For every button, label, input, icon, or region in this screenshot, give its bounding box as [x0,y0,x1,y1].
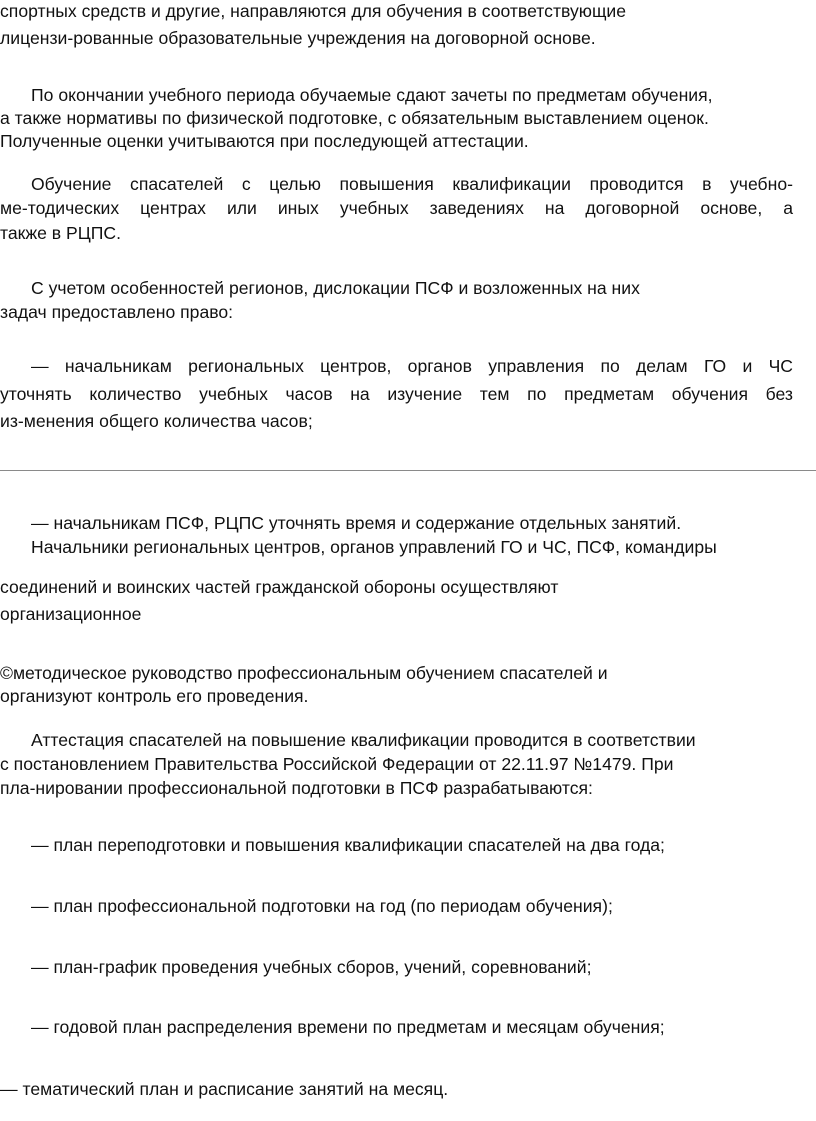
paragraph-first-line: По окончании учебного периода обучаемые сдают зачеты по предметам обучения, [31,85,713,105]
text-line: организационное [0,604,142,624]
list-item: — тематический план и расписание занятий на месяц. [0,1079,449,1099]
text-line: ме-тодических центрах или иных учебных заведениях на договорной основе, а [0,198,793,218]
text-line: ©методическое руководство профессиональным обучением спасателей и [0,663,608,683]
text-line: также в РЦПС. [0,223,122,243]
list-item: — начальникам региональных центров, органов управления по делам ГО и ЧС [31,356,793,376]
paragraph-first-line: Обучение спасателей с целью повышения квалификации проводится в учебно- [31,174,793,194]
horizontal-divider [0,470,816,471]
text-line: организуют контроль его проведения. [0,686,309,706]
paragraph-first-line: Аттестация спасателей на повышение квалификации проводится в соответствии [31,730,696,750]
text-line: а также нормативы по физической подготовке, с обязательным выставлением оценок. [0,108,709,128]
text-line: соединений и воинских частей гражданской обороны осуществляют [0,577,559,597]
list-item: — план профессиональной подготовки на год (по периодам обучения); [31,896,613,916]
text-line: Полученные оценки учитываются при последующей аттестации. [0,131,529,151]
text-line: уточнять количество учебных часов на изучение тем по предметам обучения без [0,384,793,404]
paragraph-first-line: С учетом особенностей регионов, дислокации ПСФ и возложенных на них [31,278,640,298]
text-line: лицензи-рованные образовательные учреждения на договорной основе. [0,28,596,48]
list-item: — начальникам ПСФ, РЦПС уточнять время и содержание отдельных занятий. [31,513,682,533]
list-item: — план переподготовки и повышения квалификации спасателей на два года; [31,835,665,855]
list-item: — план-график проведения учебных сборов, учений, соревнований; [31,957,592,977]
list-item: — годовой план распределения времени по предметам и месяцам обучения; [31,1017,665,1037]
text-line: из-менения общего количества часов; [0,411,313,431]
text-line: задач предоставлено право: [0,302,234,322]
text-line: с постановлением Правительства Российской Федерации от 22.11.97 №1479. При [0,754,674,774]
paragraph-first-line: Начальники региональных центров, органов управлений ГО и ЧС, ПСФ, командиры [31,537,717,557]
text-line: пла-нировании профессиональной подготовки в ПСФ разрабатываются: [0,778,593,798]
text-line: спортных средств и другие, направляются для обучения в соответствующие [0,1,627,21]
